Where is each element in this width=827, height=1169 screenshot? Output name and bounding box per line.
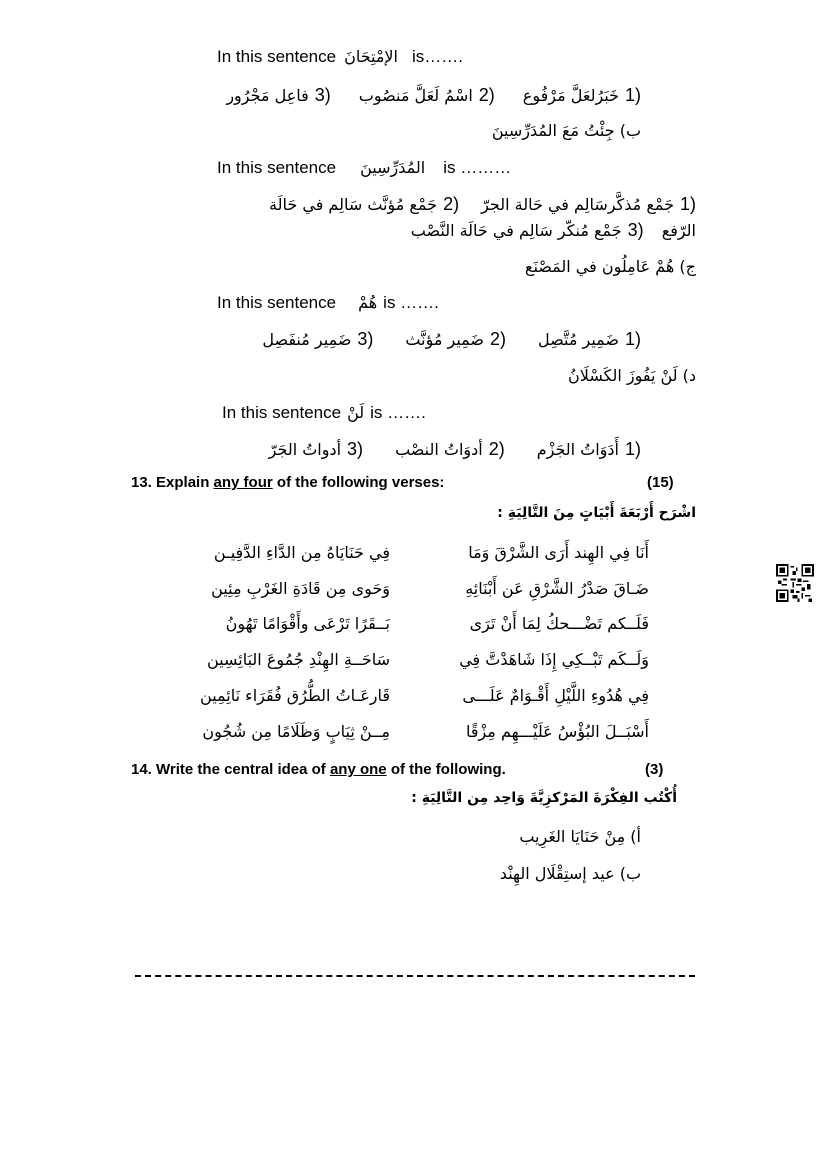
- prompt-is: is ………: [443, 158, 512, 177]
- option-number: 1): [624, 85, 641, 105]
- prompt-word: المُدَرِّسِينَ: [360, 158, 426, 177]
- option-number: 3): [347, 439, 364, 459]
- verse-4-second: سَاحَــةِ الهِنْدِ جُمُوعَ البَائِسِين: [206, 650, 390, 669]
- option-1: ضَمِير مُتَّصِل: [538, 330, 619, 349]
- q-a-prompt: [217, 47, 463, 67]
- option-1: أَدَوَاتُ الجَزْم: [536, 440, 619, 459]
- verse-6-first: أَسْبَــلَ البُؤْسُ عَلَيْـــهِم مِزْقًا: [465, 722, 649, 741]
- option-2-cont: الرّفع: [661, 221, 696, 240]
- option-1: خَبَرُلعَلَّ مَرْفُوع: [522, 86, 619, 105]
- option-number: 1): [624, 329, 641, 349]
- option-3: ضَمِير مُنفَصِل: [262, 330, 352, 349]
- option-3: جَمْع مُنكّر سَالِم في حَالَة النَّصْب: [410, 221, 622, 240]
- q-b-options-line2: [411, 220, 696, 241]
- option-number: 1): [679, 194, 696, 214]
- q14-option-a: أ) مِنْ حَنَايَا الغَرِيب: [519, 827, 641, 846]
- option-number: 2): [443, 194, 460, 214]
- option-3: أدواتُ الجَرّ: [268, 440, 342, 459]
- option-number: 2): [488, 439, 505, 459]
- verse-1-first: أَنَا فِي الهِند أَرَى الشَّرْقَ وَمَا: [468, 543, 649, 562]
- q-c-options: [262, 329, 641, 350]
- verse-6-second: مِــنْ ثِيَابٍ وَظَلَامًا مِن شُجُون: [202, 722, 390, 741]
- q14-emphasis: any one: [329, 761, 387, 778]
- prompt-word: هُمْ: [358, 293, 378, 312]
- option-number: 1): [624, 439, 641, 459]
- q-d-sentence: د) لَنْ يَفُوزَ الكَسْلَانُ: [568, 366, 696, 385]
- q13-arabic-instruction: اشْرَح أَرْبَعَةَ أَبْيَاتٍ مِنَ التَّالِيَةِ :: [497, 505, 696, 521]
- prompt-is: is…….: [412, 47, 463, 66]
- option-number: 2): [478, 85, 495, 105]
- q-b-options-line1: [269, 194, 696, 215]
- option-2: ضَمِير مُؤنَّث: [405, 330, 484, 349]
- prompt-text: In this sentence: [217, 47, 337, 66]
- option-number: 3): [357, 329, 374, 349]
- q14-text-end: of the following.: [390, 761, 506, 778]
- q-b-prompt: [217, 158, 511, 178]
- qr-code-icon: [776, 563, 814, 603]
- q14-arabic-instruction: أُكْتُب الفِكْرَةَ المَرْكزِيَّةَ وَاحِد مِن التَّالِيَةِ :: [411, 790, 677, 806]
- q-b-sentence: ب) جِئْتُ مَعَ المُدَرِّسِينَ: [491, 121, 641, 140]
- option-number: 3): [627, 220, 644, 240]
- verse-2-second: وَحَوى مِن قَادَةِ الغَرْبِ مِئِين: [211, 579, 390, 598]
- q-a-options: [226, 85, 641, 106]
- verse-3-first: فَلَــكم تَضْـــحكُ لِمَا أَنْ تَرَى: [469, 614, 649, 633]
- verse-5-first: فِي هُدُوءِ اللَّيْلِ أَقْـوَامٌ عَلَـــى: [462, 686, 649, 705]
- option-2: أدوَاتُ النصْب: [395, 440, 483, 459]
- option-number: 3): [314, 85, 331, 105]
- option-2: جَمْع مُؤنَّث سَالِم في حَالَة: [269, 195, 438, 214]
- prompt-text: In this sentence: [217, 158, 337, 177]
- q13-text: 13. Explain: [131, 474, 210, 491]
- q13-marks: (15): [647, 474, 674, 491]
- q14-marks: (3): [645, 761, 664, 778]
- verse-1-second: فِي حَنَايَاهُ مِن الدَّاءِ الدَّفِيـن: [213, 543, 390, 562]
- option-3: فاعِل مَجْرُور: [226, 86, 309, 105]
- q-c-prompt: [217, 293, 439, 313]
- q13-text-end: of the following verses:: [276, 474, 445, 491]
- prompt-word: الإمْتِحَانَ: [344, 47, 398, 66]
- option-1: جَمْع مُذكَّرسَالِم في حَالة الجرّ: [481, 195, 674, 214]
- q-d-prompt: [222, 403, 426, 423]
- q13-heading: [131, 474, 444, 491]
- prompt-is: is …….: [383, 293, 439, 312]
- q13-emphasis: any four: [213, 474, 273, 491]
- option-number: 2): [490, 329, 507, 349]
- q14-option-b: ب) عيد إستِقْلَال الهِنْد: [499, 864, 641, 883]
- q14-text: 14. Write the central idea of: [131, 761, 326, 778]
- prompt-word: لَنْ: [347, 403, 365, 422]
- q-d-options: [269, 439, 641, 460]
- verse-3-second: بَــقَرًا تَرْعَى وأَقْوَامًا تَهُونُ: [225, 614, 390, 633]
- prompt-is: is …….: [370, 403, 426, 422]
- end-separator: [135, 975, 695, 977]
- verse-2-first: ضَـاقَ صَدْرُ الشَّرْقِ عَن أَبْنَائِهِ: [465, 579, 649, 598]
- prompt-text: In this sentence: [217, 293, 337, 312]
- q14-heading: [131, 761, 506, 778]
- q-c-sentence: ج) هُمْ عَامِلُون في المَصْنَع: [524, 257, 696, 276]
- option-2: اسْمُ لَعَلَّ مَنصُوب: [358, 86, 473, 105]
- verse-4-first: وَلَــكَم تَبْــكِي إِذَا شَاهَدْتَّ فِي: [459, 650, 649, 669]
- prompt-text: In this sentence: [222, 403, 342, 422]
- verse-5-second: قَارعَـاتُ الطُّرُق فُقَرَاء نَائِمِين: [200, 686, 390, 705]
